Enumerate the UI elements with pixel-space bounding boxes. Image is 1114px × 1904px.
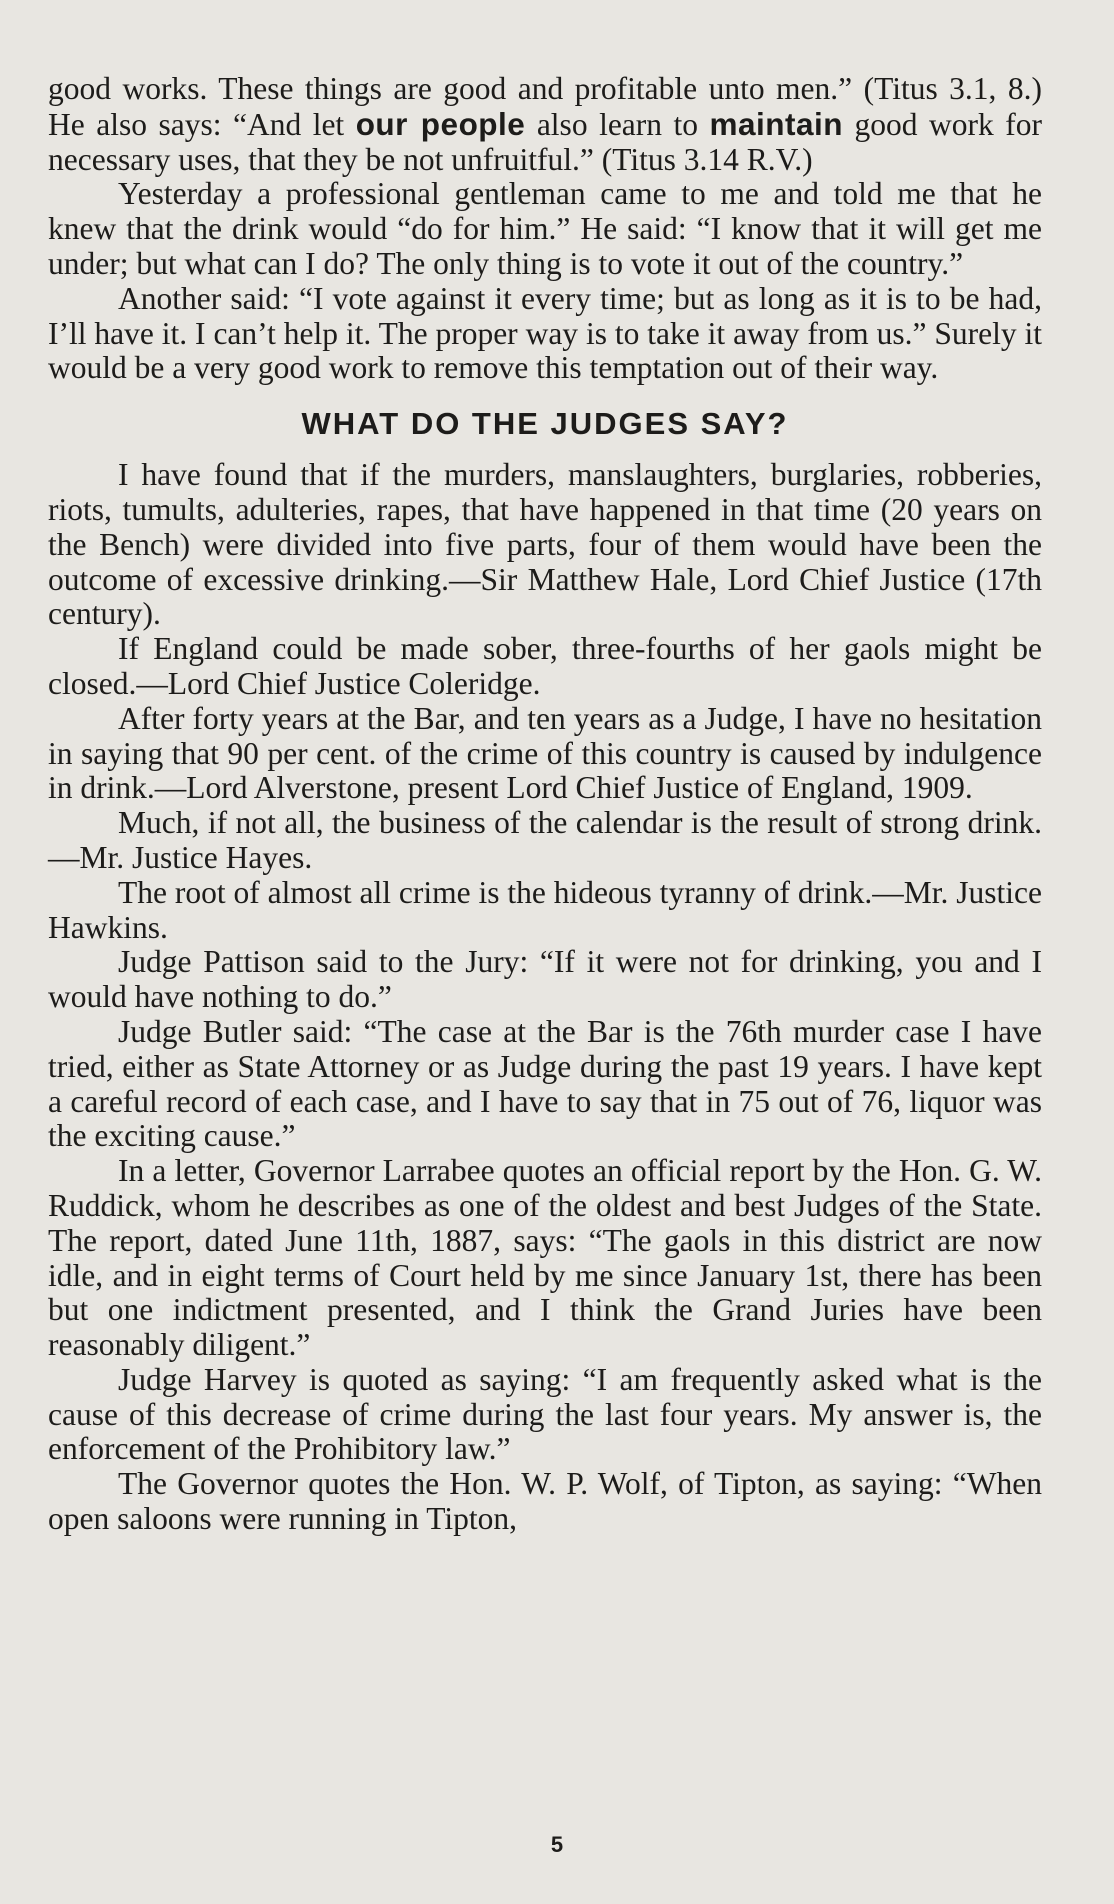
quote-alverstone: After forty years at the Bar, and ten years as a Judge, I have no hesitation in saying that 90 per cent. of the crime of this country is caused by indulgence in drink.—Lord Alverstone, present Lord Chief Justice of England, 1909. [48,700,1042,806]
emphasis-maintain: maintain [709,105,844,142]
emphasis-our-people: our people [355,105,526,142]
quote-wolf: The Governor quotes the Hon. W. P. Wolf, of Tipton, as saying: “When open saloons were running in Tipton, [48,1466,1042,1537]
paragraph-text: also learn to [525,106,710,142]
page-number: 5 [550,1832,564,1857]
paragraph-professional-gentleman: Yesterday a professional gentleman came to me and told me that he knew that the drink would “do for him.” He said: “I know that it will get me under; but what can I do? The only thing is to vote it out of the country.” [48,176,1042,281]
section-heading: WHAT DO THE JUDGES SAY? [301,406,789,442]
paragraph-text: good work for necessary uses, that they be not unfruitful.” (Titus 3.14 R.V.) [48,106,1043,177]
quote-harvey: Judge Harvey is quoted as saying: “I am frequently asked what is the cause of this decrease of crime during the last four years. My answer is, the enforcement of the Prohibitory law.” [48,1361,1042,1467]
quote-hawkins: The root of almost all crime is the hideous tyranny of drink.—Mr. Justice Hawkins. [48,874,1042,945]
quote-larrabee-ruddick: In a letter, Governor Larrabee quotes an official report by the Hon. G. W. Ruddick, whom he describes as one of the oldest and best Judges of the State. The report, dated June 11th, 1887, says: “The gaols in this district are now idle, and in eight terms of Court held by me since January 1st, there has been but one indictment presented, and I think the Grand Juries have been reasonably diligent.” [48,1153,1042,1363]
paragraph-another-said: Another said: “I vote against it every time; but as long as it is to be had, I’ll have it. I can’t help it. The proper way is to take it away from us.” Surely it would be a very good work to remove this temptation out of their way. [48,280,1042,386]
page-body [48,72,1042,1537]
quote-butler: Judge Butler said: “The case at the Bar is the 76th murder case I have tried, either as State Attorney or as Judge during the past 19 years. I have kept a careful record of each case, and I have to say that in 75 out of 76, liquor was the exciting cause.” [48,1013,1042,1154]
quote-hayes: Much, if not all, the business of the calendar is the result of strong drink.—Mr. Justice Hayes. [48,805,1042,875]
paragraph-good-works [48,72,1042,177]
paragraph-text: good works. These things are good and profitable unto men.” (Titus 3.1, 8.) He also says: “And let [48,71,1042,142]
quote-matthew-hale: I have found that if the murders, manslaughters, burglaries, robberies, riots, tumults, adulteries, rapes, that have happened in that time (20 years on the Bench) were divided into five parts, four of them would have been the outcome of excessive drinking.—Sir Matthew Hale, Lord Chief Justice (17th century). [48,457,1042,632]
quote-coleridge: If England could be made sober, three-fourths of her gaols might be closed.—Lord Chief Justice Coleridge. [48,631,1042,701]
quote-pattison: Judge Pattison said to the Jury: “If it were not for drinking, you and I would have nothing to do.” [48,944,1042,1015]
